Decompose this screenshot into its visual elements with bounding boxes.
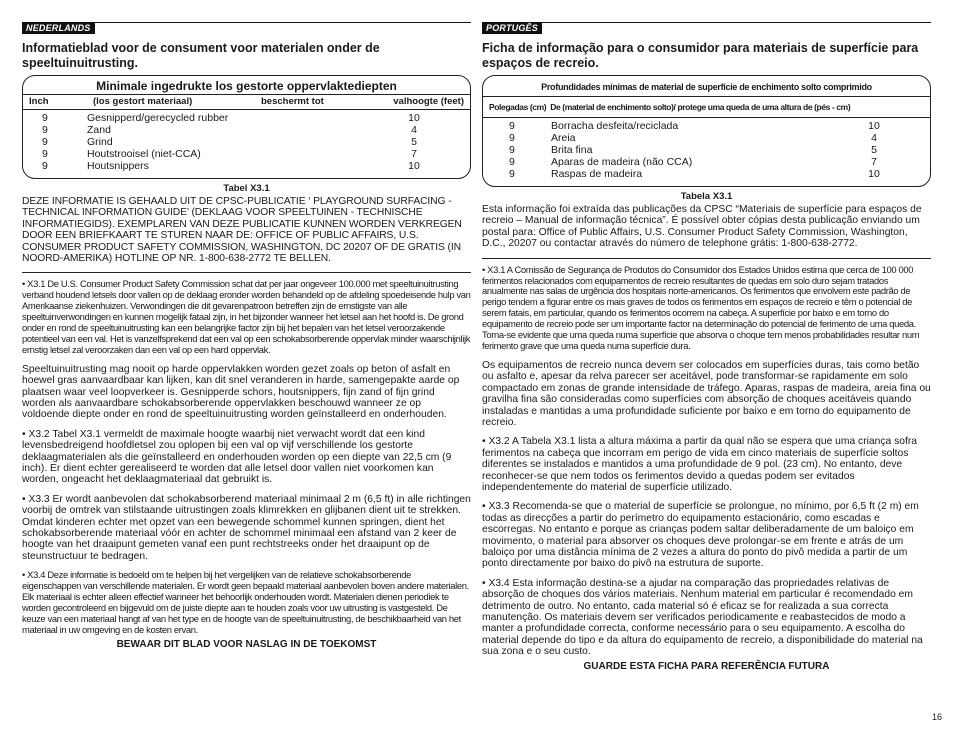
table-row: [29, 124, 464, 136]
cell-inch: 9: [42, 160, 48, 172]
footer-note: GUARDE ESTA FICHA PARA REFERÊNCIA FUTURA: [583, 660, 830, 672]
header-protects: beschermt tot: [261, 96, 324, 107]
table-row: [29, 136, 464, 148]
cell-inch: 9: [509, 168, 515, 180]
table-row: [489, 144, 924, 156]
table-header: [23, 95, 470, 110]
table-caption: Tabela X3.1: [680, 191, 733, 202]
paragraph-x3-2: • X3.2 Tabel X3.1 vermeldt de maximale hoogte waarbij niet verwacht wordt dat een kind levensbedreigend hoofdletsel zou oplopen bij een val op vijf verschillende los gestorte deklaagmaterialen als die geïnstalleerd en onderhouden worden op een diepte van 22,5 cm (9 inch). Er dient echter gerealiseerd te worden dat alle letsel door vallen niet voorkomen kan worden, ongeacht het deklaagmateriaal dat gebruikt is.: [22, 428, 452, 486]
paragraph-x3-4: • X3.4 Deze informatie is bedoeld om te helpen bij het vergelijken van de relatieve schokabsorberende eigenschappen van verschillende materialen. Er wordt geen bepaald materiaal aanbevolen boven andere materialen. Elk materiaal is echter alleen effectief wanneer het behoorlijk onderhouden wordt. Materialen dienen periodiek te worden gecontroleerd en bijgevuld om de juiste diepte aan te houden zoals voor uw uitrusting is vastgesteld. De keuze van een materiaal hangt af van het type en de hoogte van de speeltuinuitrusting, de beschikbaarheid van het materiaal in uw omgeving en de kosten ervan.: [22, 569, 469, 635]
paragraph-x3-3: • X3.3 Er wordt aanbevolen dat schokabsorberend materiaal minimaal 2 m (6,5 ft) in alle richtingen voorbij de omtrek van stilstaande uitrustingen zoals klimrekken en glijbanen dient uit te strekken. Omdat kinderen echter met opzet van een bewegende schommel kunnen springen, dient het schokabsorberende materiaal vóór en achter de schommel minimaal een afstand van 2 keer de hoogte van het draaipunt gemeten vanaf een punt rechtstreeks onder het draaipunt op de steunstructuur te bedragen.: [22, 493, 471, 562]
divider: [22, 272, 471, 273]
header-material: (los gestort materiaal): [93, 96, 193, 107]
header-inch: Inch: [29, 96, 49, 107]
cell-height: 10: [408, 160, 420, 172]
language-tag: NEDERLANDS: [22, 23, 95, 34]
table-header: [483, 97, 930, 118]
cell-material: Raspas de madeira: [551, 168, 643, 180]
cell-inch: 9: [42, 112, 48, 124]
cell-height: 4: [411, 124, 417, 136]
cell-height: 7: [411, 148, 417, 160]
cell-material: Grind: [87, 136, 113, 148]
table-body: [489, 118, 924, 180]
dutch-column: [22, 22, 471, 651]
cell-inch: 9: [509, 132, 515, 144]
cell-material: Gesnipperd/gerecycled rubber: [87, 112, 229, 124]
table-row: [489, 120, 924, 132]
cell-height: 10: [408, 112, 420, 124]
header-fall-height: valhoogte (feet): [393, 96, 464, 107]
cell-inch: 9: [42, 124, 48, 136]
paragraph-surfaces: Os equipamentos de recreio nunca devem ser colocados em superfícies duras, tais como betão ou asfalto e, apesar da relva parecer ser aceitável, pode transformar-se rapidamente em solo compactado em zonas de grande intensidade de tráfego. Aparas, raspas de madeira, areia fina ou gravilha fina são consideradas como superfícies com absorção de choques aceitáveis quando instaladas e mantidas a uma profundidade suficiente por baixo e em torno do equipamento de recreio.: [482, 359, 931, 428]
table-row: [29, 112, 464, 124]
cell-material: Zand: [87, 124, 111, 136]
cell-height: 10: [868, 120, 880, 132]
header-material: De (material de enchimento solto)/ protege uma queda de uma altura de (pés - cm): [550, 102, 851, 112]
paragraph-surfaces: Speeltuinuitrusting mag nooit op harde oppervlakken worden gezet zoals op beton of asfalt en hoewel gras aanvaardbaar kan lijken, kan dit snel veranderen in harde, samengepakte aarde op plaatsen waar veel loopverkeer is. Gesnipperde schors, houtsnippers, fijn zand of fijn grind worden als aanvaardbare schokabsorberende oppervlakken beschouwd wanneer ze op voldoende diepte onder en rond de speeltuinuitrusting worden geïnstalleerd en onderhouden.: [22, 363, 460, 421]
cell-height: 5: [871, 144, 877, 156]
paragraph-x3-1: • X3.1 De U.S. Consumer Product Safety Commission schat dat per jaar ongeveer 100.000 met speeltuinuitrusting verband houdend letsels door vallen op de deklaag eronder worden behandeld op de afdeling spoedeisende hulp van Amerikaanse ziekenhuizen. Verwondingen die dit gevarenpatroon betreffen zijn de ernstigste van alle speeltuinverwondingen en kunnen mogelijk fataal zijn, in het bijzonder wanneer het letsel aan het hoofd is. De grond onder en rond de speeltuinuitrusting kan een belangrijke factor zijn bij het bepalen van het letsel veroorzakende potentieel van een val. Het is vanzelfsprekend dat een val op een schokabsorberende oppervlak minder waarschijnlijk ernstig letsel zal veroorzaken dan een val op een hard oppervlak.: [22, 278, 471, 355]
cell-height: 4: [871, 132, 877, 144]
language-tag: PORTUGÊS: [482, 23, 542, 34]
intro-paragraph: Esta informação foi extraída das publicações da CPSC “Materiais de superfície para espaços de recreio – Manual de informação técnica”. É possível obter cópias desta publicação enviando um postal para: Office of Public Affairs, U.S. Consumer Product Safety Commission, Washington, D.C., 20207 ou contactar através do número de telephone grátis: 1-800-638-2772.: [482, 204, 922, 250]
cell-material: Borracha desfeita/reciclada: [551, 120, 679, 132]
header-inch: Polegadas (cm): [489, 102, 547, 112]
table-row: [489, 168, 924, 180]
table-row: [489, 132, 924, 144]
page-number: 16: [931, 712, 942, 722]
cell-inch: 9: [42, 136, 48, 148]
divider: [482, 258, 931, 259]
portuguese-column: [482, 22, 931, 673]
table-row: [29, 160, 464, 172]
page-title: Informatieblad voor de consument voor materialen onder de speeltuinuitrusting.: [22, 41, 380, 70]
table-body: [29, 110, 464, 172]
cell-inch: 9: [509, 144, 515, 156]
language-bar: [482, 22, 931, 35]
cell-inch: 9: [509, 156, 515, 168]
table-caption: Tabel X3.1: [223, 183, 270, 194]
cell-material: Brita fina: [551, 144, 593, 156]
cell-material: Aparas de madeira (não CCA): [551, 156, 693, 168]
paragraph-x3-1: • X3.1 A Comissão de Segurança de Produtos do Consumidor dos Estados Unidos estima que cerca de 100 000 ferimentos relacionados com equipamentos de recreio resultantes de quedas em solo duro sejam tratados anualmente nas salas de urgência dos hospitais norte-americanos. Os ferimentos que envolvem este padrão de perigo tendem a figurar entre os mais graves de todos os ferimentos em espaços de recreio e têm o potencial de serem fatais, em particular, quando os ferimentos ocorrem na cabeça. A superfície por baixo e em torno do equipamento de recreio pode ser um importante factor na determinação do potencial de ferimento de uma queda. Torna-se evidente que uma queda numa superfície que absorva o choque tem menos probabilidades resultar num ferimento grave que uma queda numa superfície dura.: [482, 263, 920, 351]
cell-inch: 9: [42, 148, 48, 160]
table-row: [489, 156, 924, 168]
table-row: [29, 148, 464, 160]
table-title: Profundidades mínimas de material de superfície de enchimento solto comprimido: [483, 78, 930, 97]
cell-material: Areia: [551, 132, 576, 144]
cell-inch: 9: [509, 120, 515, 132]
page-title: Ficha de informação para o consumidor para materiais de superfície para espaços de recreio.: [482, 41, 919, 70]
cell-height: 10: [868, 168, 880, 180]
language-bar: [22, 22, 471, 35]
table-title: Minimale ingedrukte los gestorte oppervlaktediepten: [23, 78, 470, 95]
paragraph-x3-2: • X3.2 A Tabela X3.1 lista a altura máxima a partir da qual não se espera que uma criança sofra ferimentos na cabeça que incorram em perigo de vida em cinco materiais de superfície soltos diferentes se instalados e mantidos a uma profundidade de 9 pol. (23 cm). No entanto, deve reconhecer-se que nem todos os ferimentos devido a quedas podem ser evitados independentemente do material de superfície utilizado.: [482, 436, 917, 493]
intro-paragraph: DEZE INFORMATIE IS GEHAALD UIT DE CPSC-PUBLICATIE ‘ PLAYGROUND SURFACING - TECHNICAL INFORMATION GUIDE’ (DEKLAAG VOOR SPEELTUINEN - TECHNISCHE INFORMATIEGIDS). EXEMPLAREN VAN DEZE PUBLICATIE KUNNEN WORDEN VERKREGEN DOOR EEN BRIEFKAART TE STUREN NAAR DE: OFFICE OF PUBLIC AFFAIRS, U.S. CONSUMER PRODUCT SAFETY COMMISSION, WASHINGTON, DC 20207 OF DE GRATIS (IN NOORD-AMERIKA) HOTLINE OP NR. 1-800-638-2772 TE BELLEN.: [22, 196, 462, 265]
footer-note: BEWAAR DIT BLAD VOOR NASLAG IN DE TOEKOMST: [116, 638, 377, 650]
surfacing-table: [482, 75, 931, 187]
paragraph-x3-4: • X3.4 Esta informação destina-se a ajudar na comparação das propriedades relativas de absorção de choques dos vários materiais. Nenhum material em particular é recomendado em detrimento de outro. No entanto, cada material só é eficaz se for realizada a sua correcta manutenção. Os materiais devem ser verificados periodicamente e reabastecidos de modo a manter a profundidade correcta, conforme necessário para o seu equipamento. A escolha do material depende do tipo e da altura do equipamento de recreio, a disponibilidade do material na sua zona e o seu custo.: [482, 577, 923, 658]
cell-material: Houtstrooisel (niet-CCA): [87, 148, 201, 160]
surfacing-table: [22, 75, 471, 179]
paragraph-x3-3: • X3.3 Recomenda-se que o material de superfície se prolongue, no mínimo, por 6,5 ft (2 m) em todas as direcções a partir do perímetro do equipamento estacionário, como escadas e escorregas. No entanto e porque as crianças podem saltar deliberadamente de um baloiço em movimento, o material para absorver os choques deve prolongar-se em frente e atrás de um baloiço por uma distância mínima de 2 vezes a altura do ponto do pivô medida a partir de um ponto directamente por baixo do pivô na estrutura de suporte.: [482, 501, 919, 570]
cell-height: 7: [871, 156, 877, 168]
cell-height: 5: [411, 136, 417, 148]
cell-material: Houtsnippers: [87, 160, 149, 172]
